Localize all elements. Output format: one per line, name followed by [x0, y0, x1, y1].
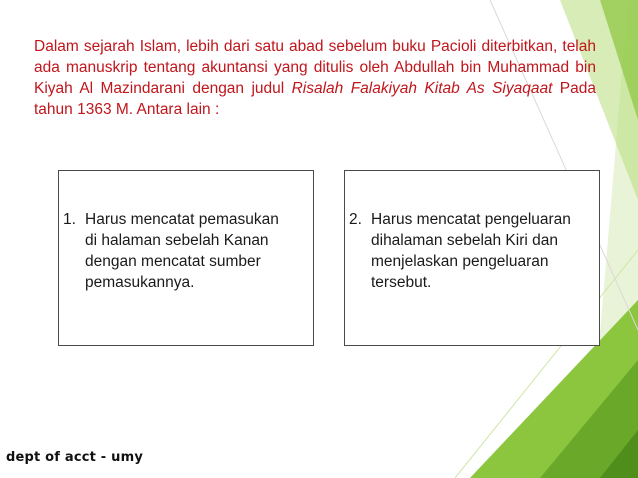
intro-text-2: Pada tahun 1363 M. Antara lain : — [34, 80, 597, 118]
intro-text-1: Dalam sejarah Islam, lebih dari satu abad sebelum buku Pacioli diterbitkan, telah ada manuskrip tentang akuntansi yang ditulis oleh Abdullah bin Muhammad bin Kiyah Al Mazindarani dengan judul — [34, 38, 596, 97]
manuscript-title: Risalah Falakiyah Kitab As Siyaqaat — [291, 80, 553, 97]
footer-department: dept of acct - umy — [6, 450, 144, 465]
item-income — [63, 209, 313, 293]
item-box-income — [58, 170, 314, 346]
intro-paragraph — [34, 36, 596, 120]
item-expense-text: Harus mencatat pengeluaran dihalaman sebelah Kiri dan menjelaskan pengeluaran tersebut. — [371, 211, 571, 291]
item-box-expense — [344, 170, 600, 346]
item-income-text: Harus mencatat pemasukan di halaman sebelah Kanan dengan mencatat sumber pemasukannya. — [85, 211, 279, 291]
item-expense-number: 2. — [349, 211, 362, 228]
item-income-number: 1. — [63, 211, 76, 228]
item-expense — [349, 209, 599, 293]
